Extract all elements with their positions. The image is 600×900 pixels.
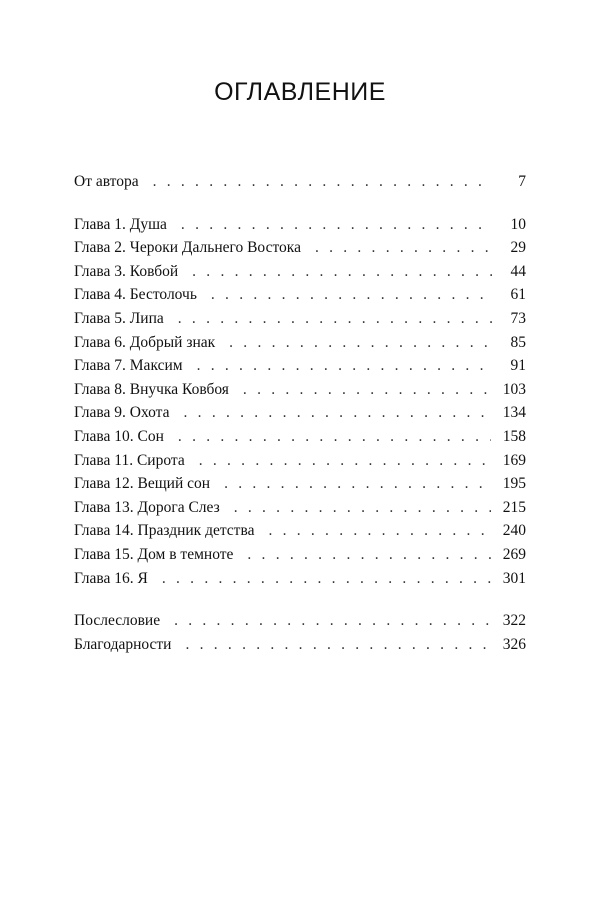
toc-entry-page-number: 269 xyxy=(502,545,526,563)
toc-entry-page-number: 326 xyxy=(502,635,526,653)
toc-entry-page-number: 103 xyxy=(502,380,526,398)
toc-entry-page-number: 158 xyxy=(502,427,526,445)
toc-entry-page-number: 10 xyxy=(510,215,526,233)
dot-leader xyxy=(211,283,492,307)
toc-entry xyxy=(74,519,526,543)
toc-entry-title: Глава 4. Бестолочь xyxy=(74,286,197,304)
toc-entry-page-number: 240 xyxy=(502,522,526,540)
dot-leader xyxy=(185,633,490,657)
toc-entry-title: Глава 12. Вещий сон xyxy=(74,475,211,493)
toc-entry-page-number: 7 xyxy=(518,173,526,190)
toc-entry-title: Глава 11. Сирота xyxy=(74,451,185,469)
toc-entry-title: Глава 9. Охота xyxy=(74,404,170,422)
toc-entry xyxy=(74,543,526,567)
toc-entry xyxy=(74,401,526,425)
dot-leader xyxy=(197,354,492,378)
toc-entry-title: Послесловие xyxy=(74,612,161,630)
dot-leader xyxy=(178,307,492,331)
dot-leader xyxy=(192,260,492,284)
toc-entry-title: Глава 10. Сон xyxy=(74,427,164,445)
toc-entry xyxy=(74,170,526,194)
toc-entry xyxy=(74,213,526,237)
dot-leader xyxy=(174,609,491,633)
dot-leader xyxy=(234,496,491,520)
toc-entry xyxy=(74,283,526,307)
toc-entry-page-number: 215 xyxy=(502,498,526,516)
dot-leader xyxy=(268,519,490,543)
toc-entry-page-number: 29 xyxy=(510,239,526,257)
dot-leader xyxy=(184,401,491,425)
toc-entry-title: Глава 1. Душа xyxy=(74,215,167,233)
toc-entry-page-number: 73 xyxy=(510,309,526,327)
toc-entry-title: Глава 14. Праздник детства xyxy=(74,522,255,540)
toc-entry xyxy=(74,567,526,591)
toc-entry-title: Глава 6. Добрый знак xyxy=(74,333,216,351)
toc-entry-page-number: 134 xyxy=(502,404,526,422)
toc-entry xyxy=(74,307,526,331)
dot-leader xyxy=(224,472,491,496)
toc-entry xyxy=(74,354,526,378)
toc-entry-title: Глава 3. Ковбой xyxy=(74,262,179,280)
toc-entry xyxy=(74,260,526,284)
toc-entry xyxy=(74,331,526,355)
toc-entry-title: Глава 5. Липа xyxy=(74,309,164,327)
page-title: ОГЛАВЛЕНИЕ xyxy=(214,78,386,106)
dot-leader xyxy=(315,236,492,260)
toc-entry xyxy=(74,236,526,260)
toc-entry-page-number: 169 xyxy=(502,451,526,469)
toc-entry xyxy=(74,633,526,657)
dot-leader xyxy=(199,449,491,473)
toc-entry-title: Благодарности xyxy=(74,635,172,653)
toc-entry-title: Глава 15. Дом в темноте xyxy=(74,545,234,563)
toc-entry-title: Глава 2. Чероки Дальнего Востока xyxy=(74,239,301,257)
toc-entry-page-number: 301 xyxy=(502,569,526,587)
toc-entry xyxy=(74,609,526,633)
toc-entry-title: Глава 13. Дорога Слез xyxy=(74,498,220,516)
toc-entry-page-number: 61 xyxy=(510,286,526,304)
toc-entry xyxy=(74,496,526,520)
toc-entry-title: Глава 16. Я xyxy=(74,569,148,587)
toc-entry xyxy=(74,472,526,496)
toc-entry xyxy=(74,425,526,449)
toc-entry-page-number: 322 xyxy=(502,612,526,630)
dot-leader xyxy=(229,331,492,355)
toc-entry-page-number: 44 xyxy=(510,262,526,280)
toc-entry-page-number: 195 xyxy=(502,475,526,493)
dot-leader xyxy=(153,170,492,194)
dot-leader xyxy=(181,213,492,237)
toc-entry-title: Глава 7. Максим xyxy=(74,357,183,375)
toc-entry-title: Глава 8. Внучка Ковбоя xyxy=(74,380,229,398)
toc-entry-page-number: 91 xyxy=(510,357,526,375)
toc-entry-page-number: 85 xyxy=(510,333,526,351)
toc-entry xyxy=(74,378,526,402)
dot-leader xyxy=(162,567,491,591)
dot-leader xyxy=(247,543,490,567)
toc-entry xyxy=(74,449,526,473)
table-of-contents xyxy=(74,170,526,656)
toc-entry-title: От автора xyxy=(74,173,139,190)
dot-leader xyxy=(243,378,491,402)
dot-leader xyxy=(178,425,491,449)
